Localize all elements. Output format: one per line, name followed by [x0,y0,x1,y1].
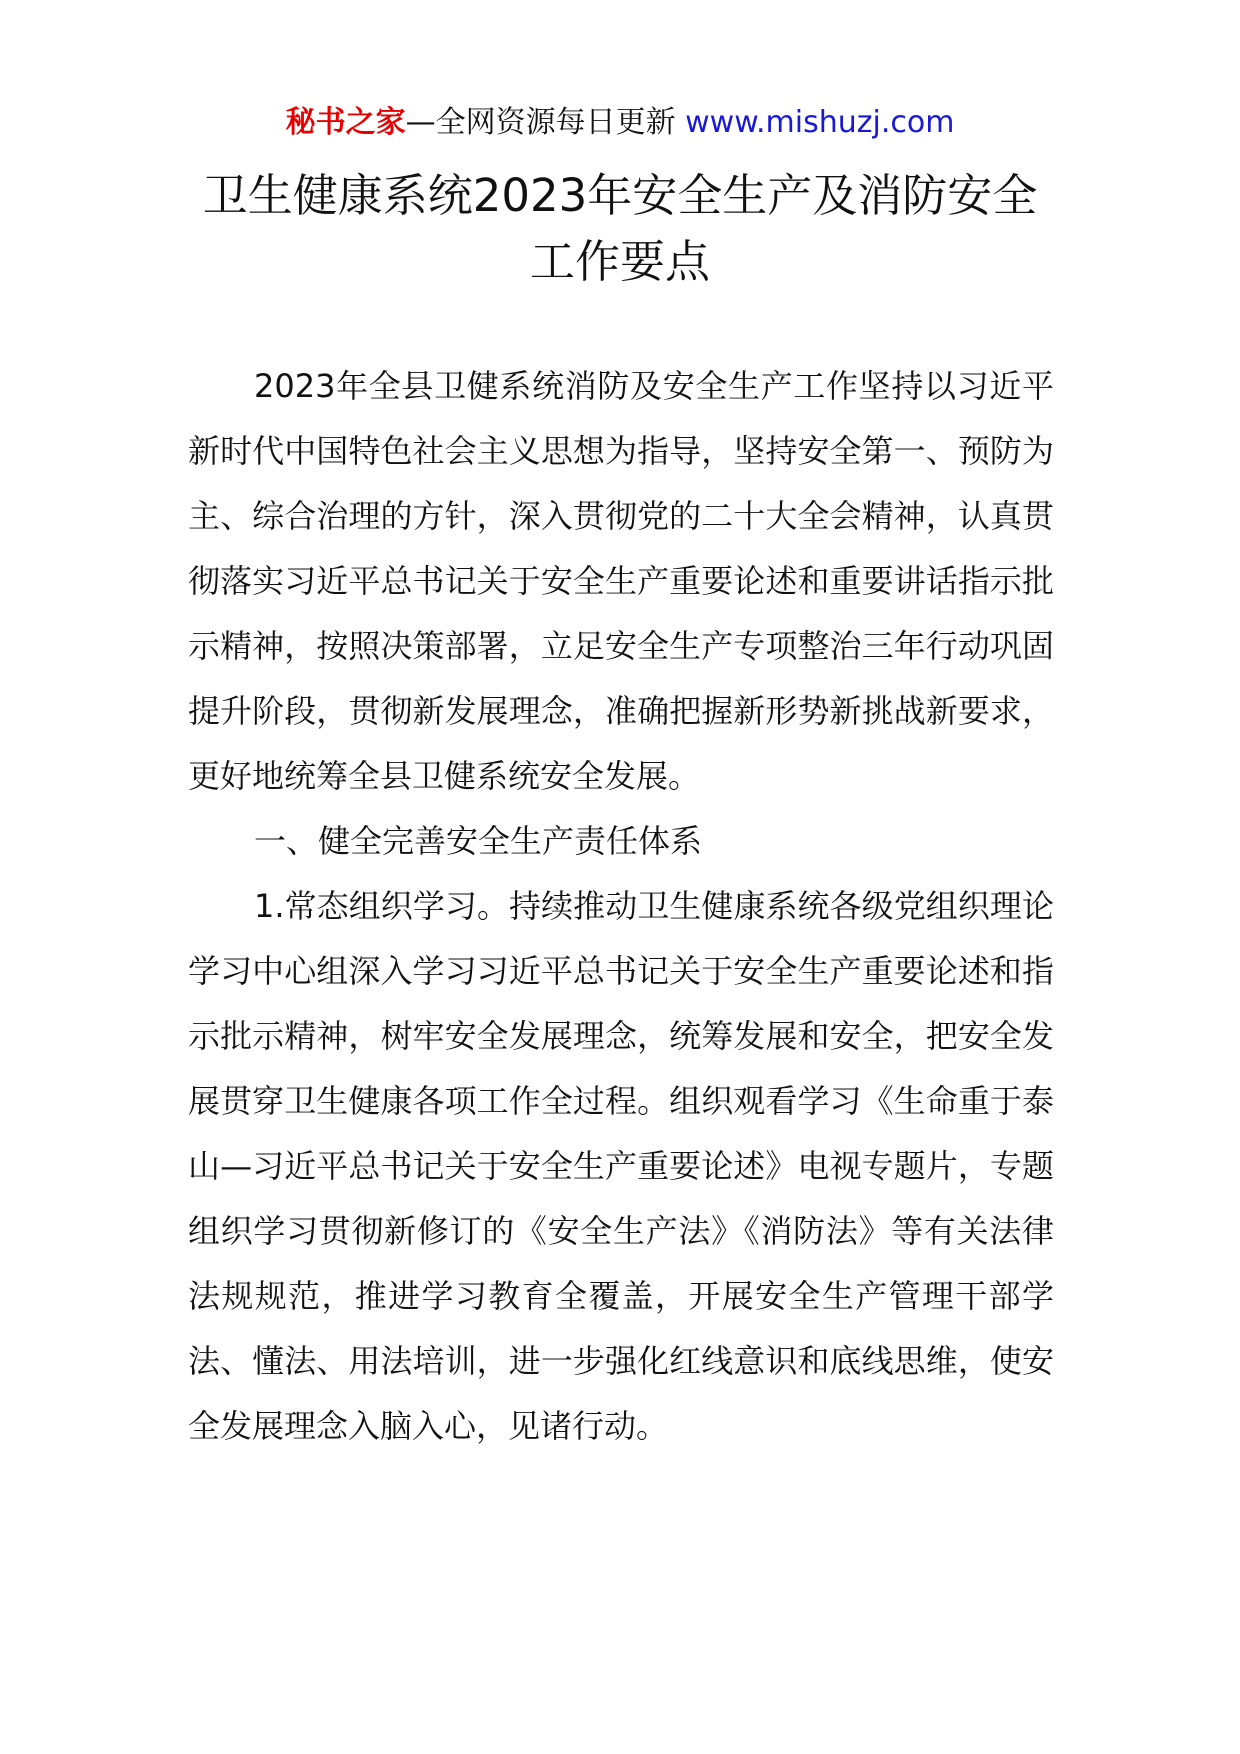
item-paragraph-1: 1.常态组织学习。持续推动卫生健康系统各级党组织理论学习中心组深入学习习近平总书记关于安全生产重要论述和指示批示精神，树牢安全发展理念，统筹发展和安全，把安全发展贯穿卫生健康各项工作全过程。组织观看学习《生命重于泰山—习近平总书记关于安全生产重要论述》电视专题片，专题组织学习贯彻新修订的《安全生产法》《消防法》等有关法律法规规范，推进学习教育全覆盖，开展安全生产管理干部学法、懂法、用法培训，进一步强化红线意识和底线思维，使安全发展理念入脑入心，见诸行动。 [188,887,1054,1445]
site-brand: 秘书之家 [285,105,406,140]
document-body [188,354,1054,1459]
document-title [0,163,1240,295]
intro-paragraph: 2023年全县卫健系统消防及安全生产工作坚持以习近平新时代中国特色社会主义思想为指导，坚持安全第一、预防为主、综合治理的方针，深入贯彻党的二十大全会精神，认真贯彻落实习近平总书记关于安全生产重要论述和重要讲话指示批示精神，按照决策部署，立足安全生产专项整治三年行动巩固提升阶段，贯彻新发展理念，准确把握新形势新挑战新要求，更好地统筹全县卫健系统安全发展。 [188,367,1054,795]
site-slogan: —全网资源每日更新 [405,105,686,140]
document-title-line-2: 工作要点 [529,235,710,288]
site-header [0,100,1240,146]
document-title-line-1: 卫生健康系统2023年安全生产及消防安全 [202,169,1038,222]
section-heading-1: 一、健全完善安全生产责任体系 [254,822,703,860]
site-url-link[interactable]: www.mishuzj.com [685,105,955,140]
